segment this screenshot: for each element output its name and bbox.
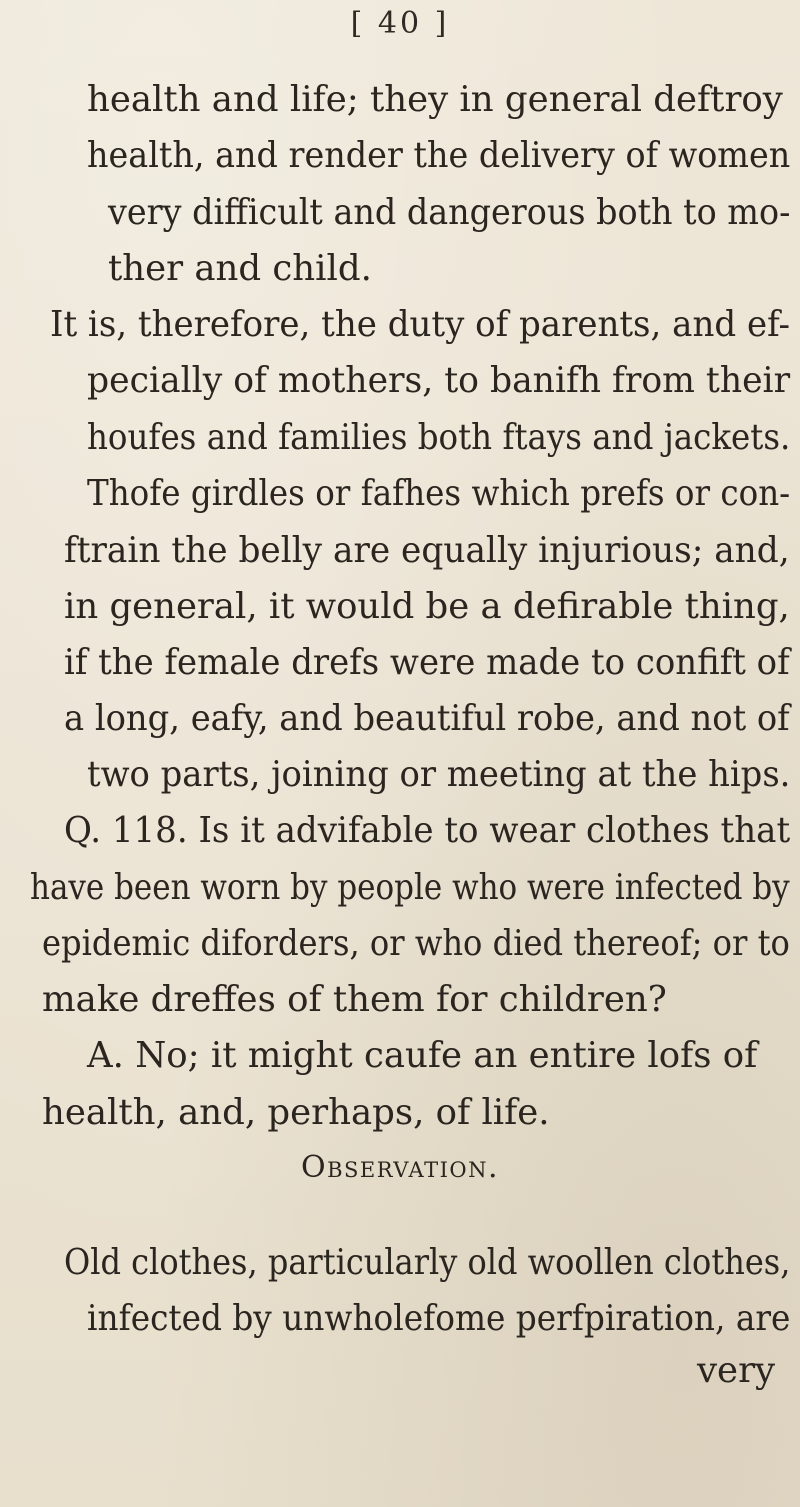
text-line: health, and, perhaps, of life. xyxy=(42,1092,550,1133)
text-line: health, and render the delivery of women xyxy=(87,135,791,176)
text-line: It is, therefore, the duty of parents, and ef- xyxy=(50,304,790,345)
text-line: Q. 118. Is it advifable to wear clothes that xyxy=(64,810,791,851)
text-line: in general, it would be a defirable thing, xyxy=(64,586,790,627)
catchword: very xyxy=(697,1350,776,1391)
text-line: ftrain the belly are equally injurious; and, xyxy=(64,530,790,571)
text-line: infected by unwholefome perfpiration, are xyxy=(87,1298,791,1339)
text-line: pecially of mothers, to banifh from their xyxy=(87,360,791,401)
section-heading: Observation. xyxy=(301,1150,499,1185)
text-line: epidemic diforders, or who died thereof; or to xyxy=(42,923,790,964)
text-line: health and life; they in general deftroy xyxy=(87,79,783,120)
text-line: A. No; it might caufe an entire lofs of xyxy=(87,1035,758,1076)
text-line: houfes and families both ftays and jackets. xyxy=(87,417,791,458)
text-line: if the female drefs were made to confift of xyxy=(64,642,790,683)
text-line: a long, eafy, and beautiful robe, and not of xyxy=(64,698,790,739)
text-line: ther and child. xyxy=(108,248,372,289)
page-number: [ 40 ] xyxy=(350,6,450,41)
text-line: two parts, joining or meeting at the hips. xyxy=(87,754,791,795)
text-line: Old clothes, particularly old woollen clothes, xyxy=(64,1242,791,1283)
text-line: have been worn by people who were infected by xyxy=(30,867,790,908)
text-line: very difficult and dangerous both to mo- xyxy=(108,192,791,233)
text-line: Thofe girdles or fafhes which prefs or con- xyxy=(87,473,791,514)
text-line: make dreffes of them for children? xyxy=(42,979,667,1020)
